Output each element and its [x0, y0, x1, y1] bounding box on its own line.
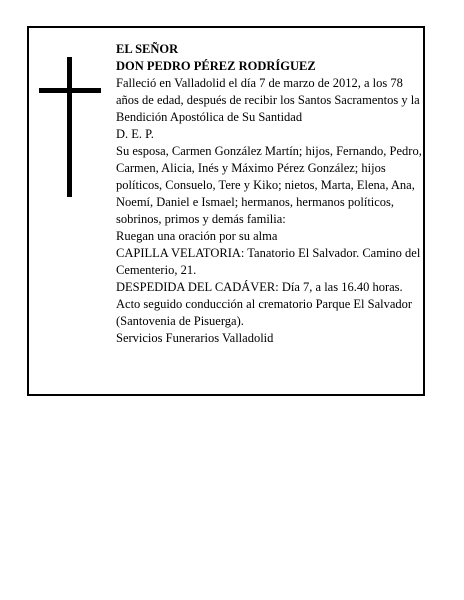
- chapel-info: CAPILLA VELATORIA: Tanatorio El Salvador. Camino del Cementerio, 21.: [116, 246, 421, 277]
- deceased-title: EL SEÑOR: [116, 42, 179, 56]
- family-list: Su esposa, Carmen González Martín; hijos, Fernando, Pedro, Carmen, Alicia, Inés y Máximo Pérez González; hijos políticos, Consuelo, Tere y Kiko; nietos, Marta, Elena, Ana, Noemí, Daniel e Ismael; hermanos, hermanos políticos, sobrinos, primos y demás familia:: [116, 144, 422, 226]
- cross-vertical-bar: [67, 57, 72, 197]
- prayer-request: Ruegan una oración por su alma: [116, 229, 278, 243]
- farewell-info: DESPEDIDA DEL CADÁVER: Día 7, a las 16.40 horas. Acto seguido conducción al crematorio Parque El Salvador (Santovenia de Pisuerga).: [116, 280, 413, 328]
- obituary-notice: [27, 26, 425, 396]
- notice-text: [116, 41, 422, 347]
- dep-line: D. E. P.: [116, 127, 154, 141]
- latin-cross-icon: [39, 57, 101, 197]
- death-announcement: Falleció en Valladolid el día 7 de marzo de 2012, a los 78 años de edad, después de recibir los Santos Sacramentos y la Bendición Apostólica de Su Santidad: [116, 76, 420, 124]
- deceased-name: DON PEDRO PÉREZ RODRÍGUEZ: [116, 59, 316, 73]
- cross-horizontal-bar: [39, 88, 101, 93]
- funeral-services: Servicios Funerarios Valladolid: [116, 331, 274, 345]
